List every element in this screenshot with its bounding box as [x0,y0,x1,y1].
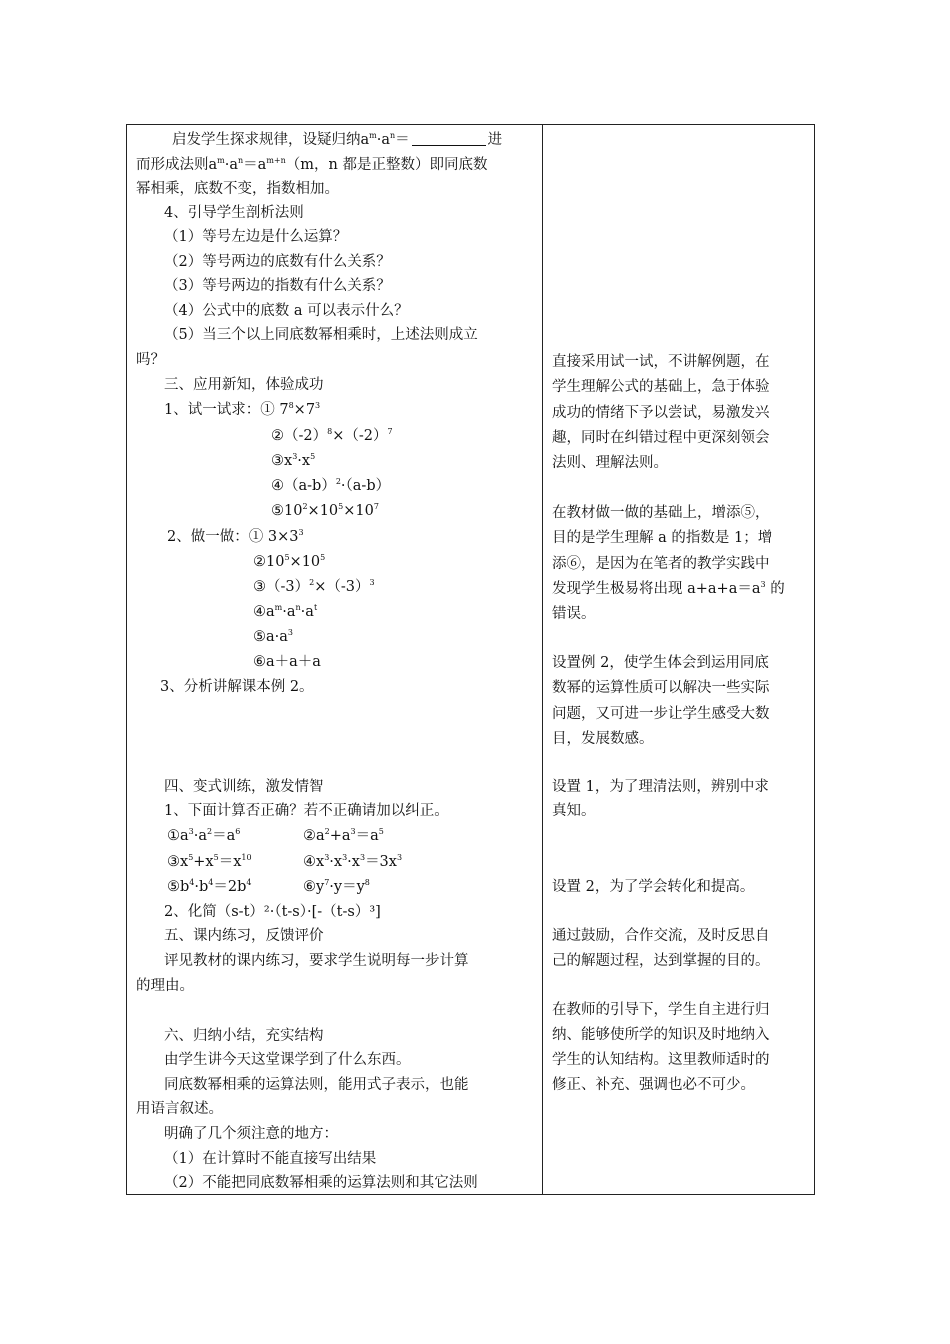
do-item-3: $③(-3)^2\times(-3)^3$ [253,578,375,595]
comment-line-21: 纳、能够使所学的知识及时地纳入 [552,1027,770,1043]
summary-3: 明确了几个须注意的地方： [164,1126,338,1142]
comment-line-16: 真知。 [552,803,596,819]
variant-row-2b: $④x^3\cdot x^3\cdot x^3=3x^3$ [303,853,403,870]
do-item-4: $④a^m\cdot a^n\cdot a^t$ [253,603,318,620]
try-item-3: $③x^3\cdot x^5$ [271,452,316,469]
do-label: 2、做一做： [167,529,249,545]
variant-1: 1、下面计算否正确？若不正确请加以纠正。 [164,803,449,819]
do-item-6: ⑥a＋a＋a [253,654,321,670]
practice-text: 评见教材的课内练习，要求学生说明每一步计算 [164,953,469,969]
question-5-end: 吗？ [136,352,165,368]
try-item-5: $⑤10^2\times 10^5\times 10^7$ [271,502,379,519]
comment-line-3: 成功的情绪下予以尝试，易激发兴 [552,405,770,421]
variant-row-2: $③x^5+x^5=x^{10}$ [167,853,252,870]
comment-line-13: 问题，又可进一步让学生感受大数 [552,706,770,722]
lesson-table [126,124,815,1195]
try-item-2: $②(-2)^8\times(-2)^7$ [271,427,393,444]
heading-summary: 六、归纳小结，充实结构 [164,1028,324,1044]
intro-text-end: 进 [487,132,503,148]
comment-line-7: 目的是学生理解 a 的指数是 1；增 [552,530,773,546]
try-item-1: 1、试一试求：① $7^8\times 7^3$ [164,401,321,418]
practice-text-end: 的理由。 [136,978,194,994]
do-item-1: 2、做一做：① $3\times 3^3$ [167,528,304,545]
comment-line-20: 在教师的引导下，学生自主进行归 [552,1002,770,1018]
comment-line-1: 直接采用试一试，不讲解例题，在 [552,354,770,370]
variant-row-3b: $⑥y^7\cdot y=y^8$ [303,878,370,895]
comment-line-15: 设置 1，为了理清法则，辨别中求 [552,779,769,795]
comment-9-text: 发现学生极易将出现 [552,581,683,597]
intro-line-2: 而形成法则$a^m\cdot a^n=a^{m+n}(m$，n 都是正整数）即同底数 [136,156,488,173]
variant-2: 2、化简（s-t）²·（t-s）·[-（t-s）³] [164,904,381,920]
heading-apply: 三、应用新知，体验成功 [164,377,324,393]
comment-line-22: 学生的认知结构。这里教师适时的 [552,1052,770,1068]
try-label: 1、试一试求： [164,402,261,418]
comment-line-6: 在教材做一做的基础上，增添⑤， [552,505,770,521]
variant-row-1: $①a^3\cdot a^2=a^6$ [167,827,241,844]
heading-analyze-rule: 4、引导学生剖析法则 [164,205,304,221]
question-5: （5）当三个以上同底数幂相乘时，上述法则成立 [164,327,478,343]
intro2-text: 而形成法则 [136,157,209,173]
summary-1: 由学生讲今天这堂课学到了什么东西。 [164,1052,411,1068]
comment-line-12: 数幂的运算性质可以解决一些实际 [552,680,770,696]
note-1: （1）在计算时不能直接写出结果 [164,1151,377,1167]
comment-line-4: 趣，同时在纠错过程中更深刻领会 [552,430,770,446]
intro-line-1: 启发学生探求规律，设疑归纳$a^m\cdot a^n=$ 进 [172,131,503,148]
comment-line-11: 设置例 2，使学生体会到运用同底 [552,655,769,671]
try-item-4: $④(a-b)^2\cdot(a-b)$ [271,477,391,494]
summary-2-end: 用语言叙述。 [136,1101,223,1117]
comment-line-8: 添⑥，是因为在笔者的教学实践中 [552,556,770,572]
comment-line-10: 错误。 [552,606,596,622]
note-2: （2）不能把同底数幂相乘的运算法则和其它法则 [164,1175,478,1191]
question-3: （3）等号两边的指数有什么关系？ [164,278,391,294]
comment-line-18: 通过鼓励，合作交流，及时反思自 [552,928,770,944]
variant-row-3: $⑤b^4\cdot b^4=2b^4$ [167,878,252,895]
intro-line-3: 幂相乘，底数不变，指数相加。 [136,181,339,197]
heading-practice: 五、课内练习，反馈评价 [164,928,324,944]
intro-text: 启发学生探求规律，设疑归纳 [172,132,361,148]
comment-line-5: 法则、理解法则。 [552,455,668,471]
comment-line-17: 设置 2，为了学会转化和提高。 [552,879,755,895]
fill-blank [412,131,486,146]
summary-2: 同底数幂相乘的运算法则，能用式子表示，也能 [164,1077,469,1093]
comment-line-2: 学生理解公式的基础上，急于体验 [552,379,770,395]
comment-9-end: 的 [770,581,785,597]
question-2: （2）等号两边的底数有什么关系？ [164,254,391,270]
column-divider [542,125,543,1194]
intro2-text-end: （m，n 都是正整数）即同底数 [285,157,488,173]
question-4: （4）公式中的底数 a 可以表示什么？ [164,303,409,319]
heading-variant: 四、变式训练，激发情智 [164,779,324,795]
question-1: （1）等号左边是什么运算？ [164,229,348,245]
comment-line-19: 己的解题过程，达到掌握的目的。 [552,953,770,969]
comment-line-23: 修正、补充、强调也必不可少。 [552,1077,755,1093]
do-item-5: $⑤a\cdot a^3$ [253,628,293,645]
do-item-2: $②10^5\times 10^5$ [253,553,326,570]
comment-line-9: 发现学生极易将出现 $a+a+a=a^3$ 的 [552,580,785,597]
analyze-example: 3、分析讲解课本例 2。 [160,679,314,695]
comment-line-14: 目，发展数感。 [552,731,654,747]
variant-row-1b: $②a^2+a^3=a^5$ [303,827,384,844]
